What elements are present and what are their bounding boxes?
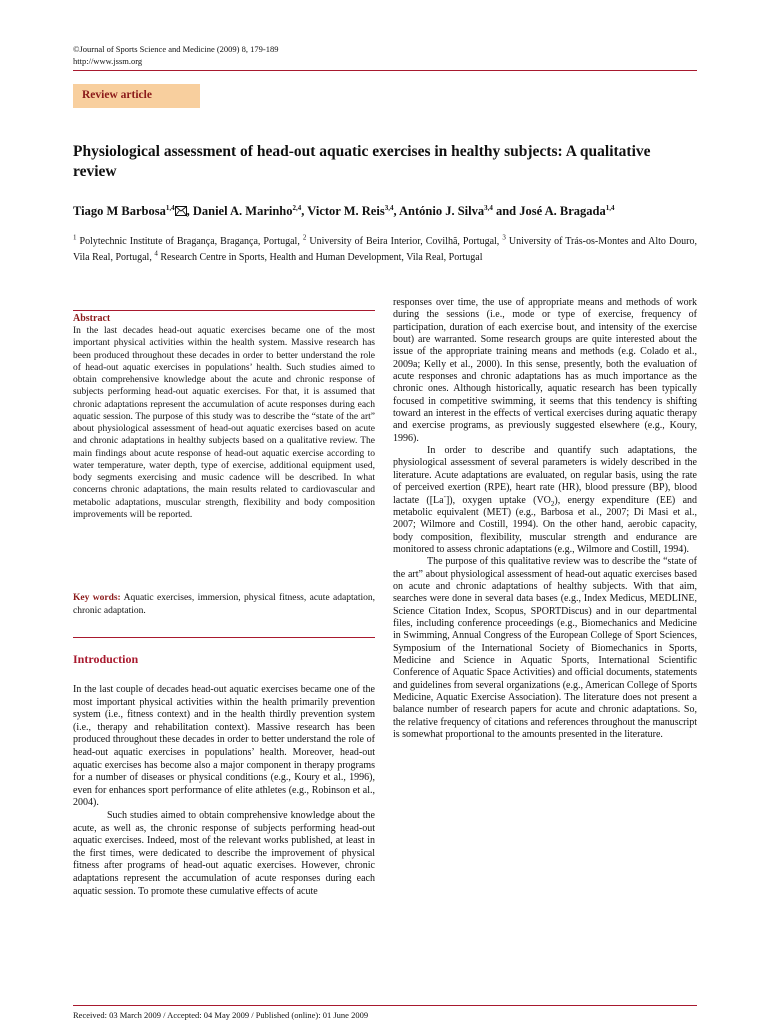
abstract-body: In the last decades head-out aquatic exercises became one of the most important physical activities within the health system. Massive research has been produced throughout these decades in order to better understand the role of head-out aquatic exercises in populations’ health. Such studies aimed to obtain comprehensive knowledge about the acute and chronic response of subjects performing head-out aquatic exercises. For that, it is assumed that chronic adaptations represent the accumulation of acute responses during each aquatic session. The purpose of this study was to describe the “state of the art” about physiological assessment of head-out aquatic exercises based on acute and chronic adaptations in healthy subjects based on a qualitative review. The main findings about acute response of head-out aquatic exercise according to water temperature, water depth, type of exercise, additional equipment used, body segments exercising and music cadence will be described. In what concerns chronic adaptations, the main results related to cardiovascular and metabolic adaptations, muscular strength, flexibility and body composition improvements will be reported.: [73, 326, 375, 520]
affiliation-number: 3: [502, 233, 506, 242]
article-type-badge: [73, 84, 200, 108]
text-run: In order to describe and quantify such adaptations, the physiological assessment of several parameters is widely described in the literature. Acute adaptations are evaluated, on regular basis, using the rate of perceived exertion (RPE), heart rate (HR), blood pressure (BP), blood lactate ([La: [393, 445, 697, 506]
author-affiliation-marker: 3,4: [384, 203, 394, 212]
publication-dates: Received: 03 March 2009 / Accepted: 04 May 2009 / Published (online): 01 June 2009: [73, 1010, 369, 1020]
author-list: [73, 203, 697, 220]
abstract-heading: Abstract: [73, 313, 111, 324]
author-name: and José A. Bragada: [492, 204, 606, 218]
affiliation-text: University of Trás-os-Montes and Alto Douro, Vila Real, Portugal,: [73, 236, 697, 263]
article-type-label: Review article: [82, 89, 152, 101]
author-name: , António J. Silva: [393, 204, 485, 218]
introduction-heading: Introduction: [73, 652, 139, 666]
affiliation-text: Research Centre in Sports, Health and Human Development, Vila Real, Portugal: [157, 251, 483, 263]
superscript: -: [443, 492, 446, 501]
author-affiliation-marker: 3,4: [484, 203, 493, 212]
journal-url[interactable]: http://www.jssm.org: [73, 56, 143, 66]
email-envelope-icon[interactable]: [175, 204, 187, 220]
author-name: , Daniel A. Marinho: [186, 204, 293, 218]
author-affiliation-marker: 1,4: [605, 203, 615, 212]
paragraph: In the last couple of decades head-out aquatic exercises became one of the most important physical activities within the health primarily prevention system (i.e., fitness context) and in the health thirdly prevention system (i.e., therapy and rehabilitation context). Massive research has been produced throughout these decades in order to better understand the role of head-out aquatic exercises in populations’ health. Moreover, head-out aquatic exercises has become also a major component in therapy programs for a number of diseases or physical conditions (e.g., Koury et al., 1996), even for enhances sport performance of elite athletes (e.g., Robinson et al., 2004).: [73, 684, 375, 809]
right-column-body: [393, 297, 697, 741]
article-title: Physiological assessment of head-out aquatic exercises in healthy subjects: A qualitative review: [73, 143, 651, 180]
text-run: ]), oxygen uptake (VO: [445, 494, 551, 506]
header-rule: [73, 70, 697, 71]
affiliation-text: Polytechnic Institute of Bragança, Bragança, Portugal,: [76, 236, 303, 247]
author-name: Tiago M Barbosa: [73, 204, 166, 218]
paragraph: The purpose of this qualitative review was to describe the “state of the art” about physiological assessment of head-out aquatic exercises based on acute and chronic adaptations of healthy subjects. With that aim, searches were done in several data bases (e.g., Index Medicus, MEDLINE, Science Citation Index, Scopus, SPORTDiscus) and in our departmental files, including conference proceedings (e.g., Biomechanics and Medicine in Swimming, Annual Congress of the European College of Sport Sciences, Symposium of the International Society of Biomechanics in Sports, Medicine and Science in Aquatic Sports, International Scientific Conference of Aquatic Space Activities) and official documents, statements and guidelines from several organizations (e.g., American College of Sports Medicine, Aquatic Exercise Association). The literature does not present a balance number of research papers for acute and chronic adaptations. So, the relative frequency of citations and references throughout the manuscript is somewhat proportional to the amounts presented in the literature.: [393, 556, 697, 741]
journal-citation: ©Journal of Sports Science and Medicine (2009) 8, 179-189: [73, 44, 279, 54]
keywords-label: Key words:: [73, 593, 121, 603]
author-name: , Victor M. Reis: [301, 204, 385, 218]
subscript: 2: [550, 499, 555, 508]
keywords: [73, 592, 375, 617]
paragraph: Such studies aimed to obtain comprehensive knowledge about the acute, as well as, the chronic response of subjects performing head-out aquatic exercises. Indeed, most of the relevant works published, at least in the first times, were dedicated to describe the improvement of physical fitness after programs of head-out aquatic exercises. However, chronic adaptations represent the accumulation of acute responses during each aquatic session. To promote these cumulative effects of acute: [73, 809, 375, 897]
paragraph: responses over time, the use of appropriate means and methods of work during the sessions (i.e., mode or type of exercise, frequency of participation, duration of each exercise bout, and intensity of the exercise bout) are warranted. Some research groups are quite interested about the issue of the appropriate training means and methods (e.g. Colado et al., 2009a; Kelly et al., 2000). In this sense, presently, both the evaluation of acute responses and chronic adaptations has as much importance as the chronic ones. Although historically, aquatic research has been typically focused in competitive swimming, it seems that this tendency is shifting toward an interest in the effects of vertical exercises during aquatic therapy and exercise programs, as previously suggested elsewhere (e.g., Koury, 1996).: [393, 297, 697, 444]
introduction-body: [73, 684, 375, 898]
paragraph: [393, 445, 697, 556]
keywords-list: Aquatic exercises, immersion, physical fitness, acute adaptation, chronic adaptation.: [73, 593, 375, 616]
affiliations: [73, 234, 697, 265]
affiliation-number: 1: [73, 233, 77, 242]
text-run: ), energy expenditure (EE) and metabolic equivalent (MET) (e.g., Barbosa et al., 2007; Di Masi et al., 2007; Wilmore and Costill, 1994). On the other hand, aerobic capacity, body composition, flexibility, muscular strength and endurance are monitored to assess chronic adaptations (e.g., Wilmore and Costill, 1994).: [393, 494, 698, 555]
affiliation-number: 4: [154, 249, 158, 258]
author-affiliation-marker: 2,4: [292, 203, 302, 212]
footer-rule: [73, 1005, 697, 1006]
author-affiliation-marker: 1,4: [165, 203, 175, 212]
affiliation-text: University of Beira Interior, Covilhã, Portugal,: [306, 236, 503, 247]
affiliation-number: 2: [302, 233, 307, 242]
